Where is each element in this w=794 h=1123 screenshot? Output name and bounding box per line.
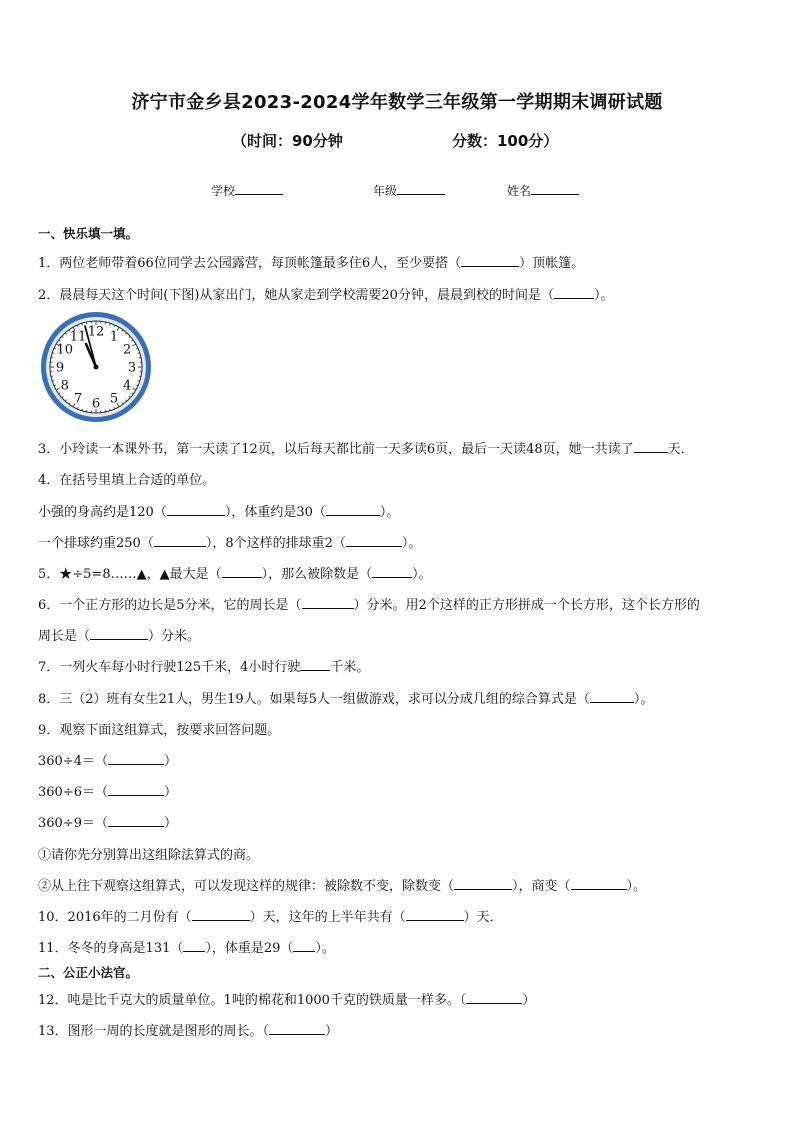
question-9-stem: 9．观察下面这组算式，按要求回答问题。 [38, 723, 281, 738]
q10-text-a: 10．2016年的二月份有（ [38, 910, 192, 925]
clock-icon [38, 310, 158, 426]
clock-tick [51, 376, 53, 377]
name-label: 姓名 [507, 184, 532, 198]
q12-text-b: ） [522, 993, 536, 1008]
q13-text-a: 13．图形一周的长度就是图形的周长。（ [38, 1024, 270, 1039]
q1-text: 1．两位老师带着66位同学去公园露营，每顶帐篷最多住6人，至少要搭（ [38, 256, 462, 271]
clock-number: 11 [69, 329, 87, 345]
clock-number: 5 [109, 391, 119, 407]
q2-blank[interactable] [554, 286, 594, 299]
q11-text-b: ），体重是29（ [205, 941, 294, 956]
q4-l1-text-b: ），体重约是30（ [224, 505, 326, 520]
q1-text-end: ）顶帐篷。 [519, 256, 585, 271]
q8-text-a: 8．三（2）班有女生21人，男生19人。如果每5人一组做游戏，求可以分成几组的综合算式是（ [38, 692, 590, 707]
clock-tick [139, 376, 141, 377]
clock-tick [51, 357, 53, 358]
section-1-heading: 一、快乐填一填。 [38, 226, 139, 241]
q11-text-c: ）。 [315, 941, 335, 956]
exam-title: 济宁市金乡县2023-2024学年数学三年级第一学期期末调研试题 [131, 92, 663, 113]
q9-e1-blank[interactable] [108, 752, 164, 765]
grade-blank[interactable] [397, 182, 445, 195]
question-5 [38, 563, 432, 582]
clock-number: 1 [109, 329, 119, 345]
question-3 [38, 438, 694, 457]
grade-field [373, 182, 445, 199]
question-6 [38, 594, 700, 613]
clock-center [94, 365, 99, 370]
q4-weight-blank[interactable] [326, 503, 380, 516]
clock-tick [52, 353, 54, 354]
q4-l2-text-c: ）。 [401, 536, 422, 551]
school-label: 学校 [211, 184, 236, 198]
q9-sub-2 [38, 875, 646, 894]
q4-l2-text-b: ），8个这样的排球重2（ [205, 536, 346, 551]
name-blank[interactable] [531, 182, 579, 195]
q2-text-end: ）。 [593, 288, 614, 303]
q6-text-b: ）分米。用2个这样的正方形拼成一个长方形，这个长方形的 [353, 598, 700, 613]
q12-text-a: 12．吨是比千克大的质量单位。1吨的棉花和1000千克的铁质量一样多。（ [38, 993, 467, 1008]
clock-tick [105, 410, 106, 412]
clock-number: 6 [91, 396, 101, 412]
question-4-stem: 4．在括号里填上合适的单位。 [38, 473, 216, 488]
question-10 [38, 906, 503, 925]
q9-e2-text: 360÷6＝（ [38, 785, 108, 800]
q10-feb-blank[interactable] [192, 908, 250, 921]
question-4-line-2 [38, 532, 421, 551]
q6-text-a: 6．一个正方形的边长是5分米，它的周长是（ [38, 598, 302, 613]
clock-tick [138, 353, 140, 354]
clock-tick [52, 381, 54, 382]
q4-l2-text-a: 一个排球约重250（ [38, 536, 154, 551]
q9-e1-text: 360÷4＝（ [38, 754, 108, 769]
q9-e1-close: ） [163, 754, 177, 769]
q5-text-c: ）。 [412, 567, 432, 582]
q8-text-b: ）。 [633, 692, 654, 707]
clock-tick [82, 323, 83, 325]
q9-expression-3 [38, 812, 177, 831]
clock-number: 4 [123, 378, 132, 394]
q9-s2-text-b: ），商变（ [512, 879, 571, 894]
q4-height-blank[interactable] [167, 503, 225, 516]
time-limit: （时间：90分钟 [232, 132, 343, 150]
q12-blank[interactable] [466, 991, 522, 1004]
q9-expression-1 [38, 750, 177, 769]
clock-tick [110, 323, 111, 325]
clock-number: 8 [60, 378, 69, 394]
q9-s2-text-c: ）。 [626, 879, 647, 894]
q6-text-d: ）分米。 [148, 629, 201, 644]
q7-text-b: 千米。 [330, 660, 370, 675]
clock-tick [82, 409, 83, 411]
q10-text-c: ）天． [463, 910, 503, 925]
q9-sub-1: ①请你先分别算出这组除法算式的商。 [38, 848, 260, 863]
clock-number: 12 [87, 324, 105, 340]
q11-height-blank[interactable] [183, 939, 205, 952]
question-8 [38, 688, 653, 707]
q9-s2-text-a: ②从上往下观察这组算式，可以发现这样的规律：被除数不变，除数变（ [38, 879, 455, 894]
question-13 [38, 1020, 338, 1039]
clock-number: 2 [123, 342, 132, 358]
q6-square-blank[interactable] [302, 596, 354, 609]
clock-number: 7 [73, 391, 83, 407]
clock-tick [139, 357, 141, 358]
q2-text: 2．晨晨每天这个时间(下图)从家出门，她从家走到学校需要20分钟，晨晨到校的时间是（ [38, 288, 554, 303]
q5-dividend-blank[interactable] [372, 565, 412, 578]
question-6-cont [38, 625, 200, 644]
q3-text-end: 天． [667, 442, 694, 457]
total-score: 分数：100分） [452, 132, 559, 150]
q4-volleyball-blank[interactable] [154, 534, 206, 547]
q8-blank[interactable] [590, 690, 634, 703]
q4-eight-balls-blank[interactable] [346, 534, 402, 547]
q11-text-a: 11．冬冬的身高是131（ [38, 941, 184, 956]
q9-e3-blank[interactable] [108, 814, 164, 827]
clock-tick [86, 410, 87, 412]
q5-text-b: ），那么被除数是（ [261, 567, 373, 582]
question-2 [38, 284, 613, 303]
q9-quotient-blank[interactable] [571, 877, 627, 890]
q13-blank[interactable] [269, 1022, 325, 1035]
q10-text-b: ）天，这年的上半年共有（ [249, 910, 406, 925]
q10-halfyear-blank[interactable] [406, 908, 464, 921]
grade-label: 年级 [373, 184, 398, 198]
question-7 [38, 656, 369, 675]
q7-text-a: 7．一列火车每小时行驶125千米，4小时行驶 [38, 660, 301, 675]
clock-tick [110, 409, 111, 411]
name-field [507, 182, 579, 199]
question-12 [38, 989, 535, 1008]
q9-expression-2 [38, 781, 177, 800]
q6-rectangle-blank[interactable] [90, 627, 148, 640]
q13-text-b: ） [325, 1024, 339, 1039]
q3-blank[interactable] [634, 440, 668, 453]
q4-l1-text-a: 小强的身高约是120（ [38, 505, 167, 520]
q9-divisor-blank[interactable] [454, 877, 512, 890]
q9-e2-blank[interactable] [108, 783, 164, 796]
q3-text: 3．小玲读一本课外书，第一天读了12页，以后每天都比前一天多读6页，最后一天读48页，她一共读了 [38, 442, 634, 457]
q9-e3-close: ） [163, 816, 177, 831]
q6-text-c: 周长是（ [38, 629, 91, 644]
q9-e2-close: ） [163, 785, 177, 800]
question-4-line-1 [38, 501, 399, 520]
clock-number: 3 [127, 360, 137, 376]
clock-number: 10 [56, 342, 74, 358]
clock-number: 9 [55, 360, 65, 376]
school-blank[interactable] [235, 182, 283, 195]
q9-e3-text: 360÷9＝（ [38, 816, 108, 831]
school-field [211, 182, 283, 199]
clock-tick [105, 322, 106, 324]
clock-tick [138, 381, 140, 382]
q5-text-a: 5．★÷5=8……▲，▲最大是（ [38, 567, 222, 582]
section-2-heading: 二、公正小法官。 [38, 965, 139, 980]
q11-weight-blank[interactable] [293, 939, 315, 952]
q1-blank[interactable] [461, 254, 519, 267]
q7-blank[interactable] [300, 658, 330, 671]
question-1 [38, 252, 584, 271]
q4-l1-text-c: ）。 [379, 505, 400, 520]
q5-max-blank[interactable] [222, 565, 262, 578]
question-11 [38, 937, 335, 956]
